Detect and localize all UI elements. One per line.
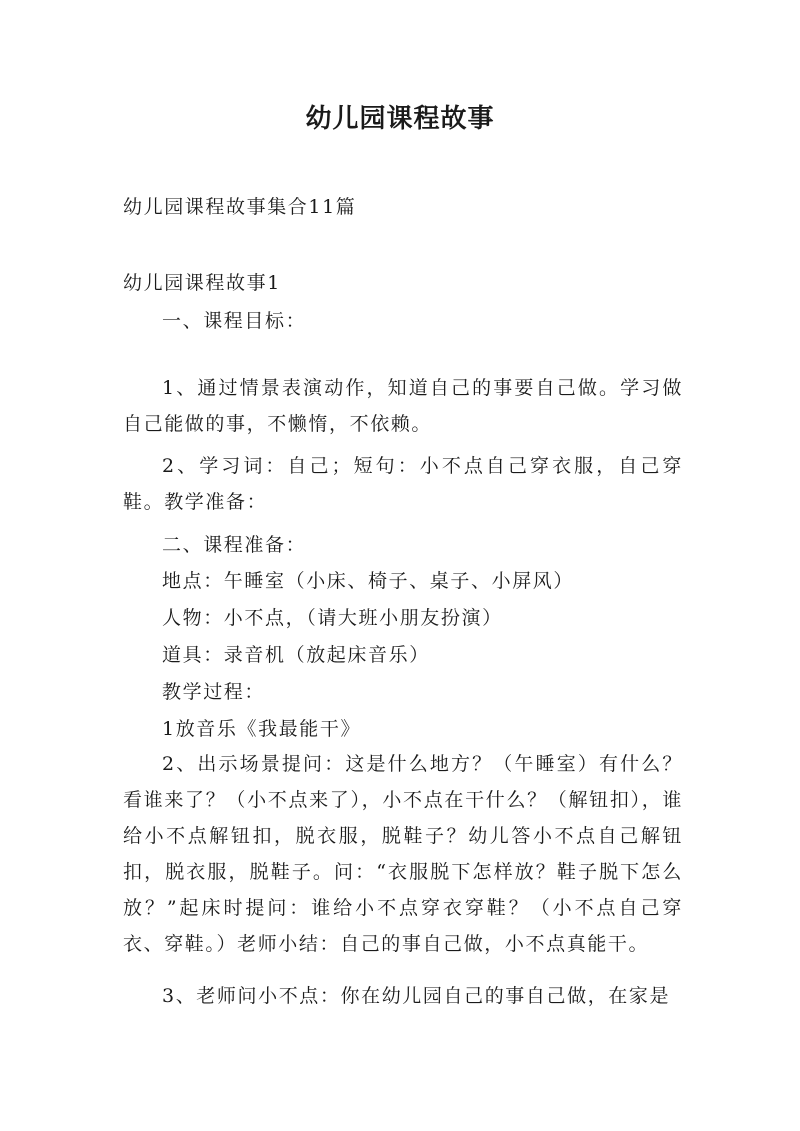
process-heading: 教学过程： xyxy=(162,681,266,703)
step-3: 3、老师问小不点：你在幼儿园自己的事自己做，在家是 xyxy=(162,985,671,1007)
document-title: 幼儿园课程故事 xyxy=(305,104,495,134)
prep-place: 地点：午睡室（小床、椅子、桌子、小屏风） xyxy=(162,570,575,592)
section-heading: 幼儿园课程故事1 xyxy=(123,272,281,294)
step-2: 2、出示场景提问：这是什么地方？（午睡室）有什么？看谁来了？（小不点来了），小不点在干什么？（解钮扣），谁给小不点解钮扣，脱衣服，脱鞋子？幼儿答小不点自己解钮扣，脱衣服，脱鞋子。问：“衣服脱下怎样放？鞋子脱下怎么放？”起床时提问：谁给小不点穿衣穿鞋？（小不点自己穿衣、穿鞋。）老师小结：自己的事自己做，小不点真能干。 xyxy=(123,753,683,955)
goal-heading: 一、课程目标： xyxy=(162,310,307,332)
prep-heading: 二、课程准备： xyxy=(162,534,307,556)
goal-item-2: 2、学习词：自己；短句：小不点自己穿衣服，自己穿鞋。教学准备： xyxy=(123,455,683,513)
prep-props: 道具：录音机（放起床音乐） xyxy=(162,644,430,666)
goal-item-1: 1、通过情景表演动作，知道自己的事要自己做。学习做自己能做的事，不懒惰，不依赖。 xyxy=(123,377,683,435)
prep-people: 人物：小不点，（请大班小朋友扮演） xyxy=(162,607,503,629)
step-1: 1放音乐《我最能干》 xyxy=(162,718,362,740)
document-subtitle: 幼儿园课程故事集合11篇 xyxy=(123,196,357,218)
